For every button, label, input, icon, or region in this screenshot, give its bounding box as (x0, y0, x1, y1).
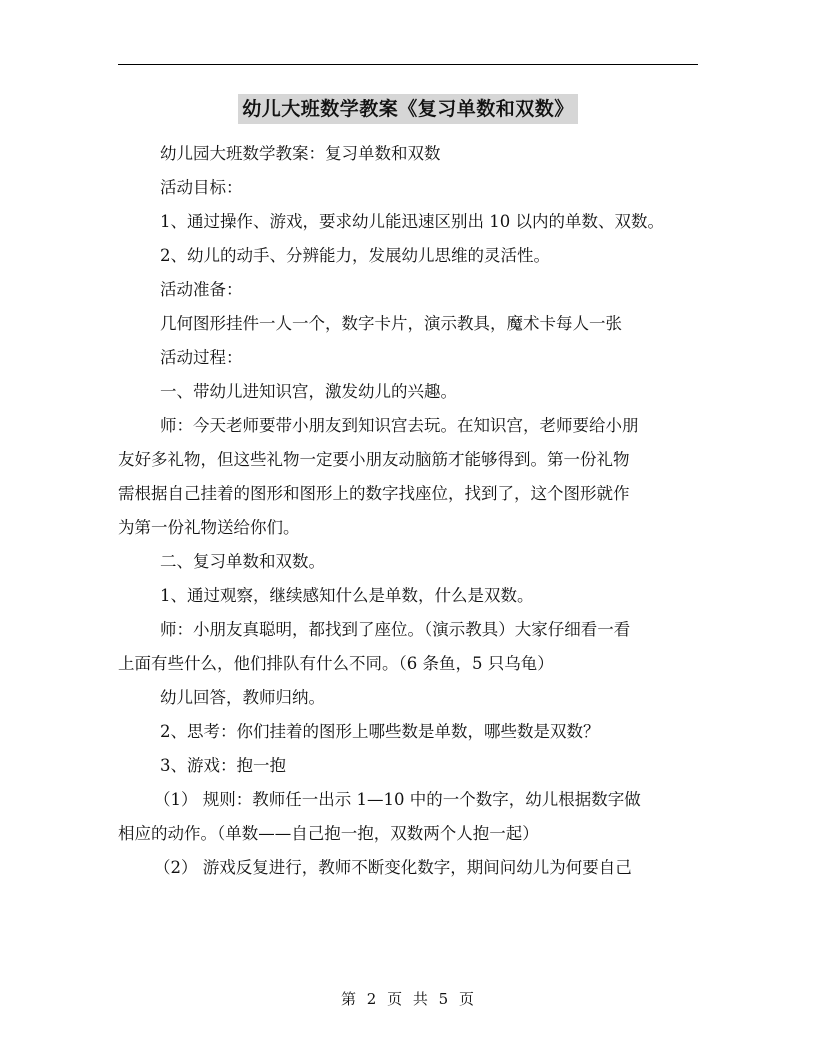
paragraph: 活动准备： (160, 280, 243, 299)
paragraph: 需根据自己挂着的图形和图形上的数字找座位，找到了，这个图形就作 (118, 484, 630, 503)
paragraph: （1） 规则：教师任一出示 1—10 中的一个数字，幼儿根据数字做 (154, 790, 641, 809)
paragraph: 1、通过操作、游戏，要求幼儿能迅速区别出 10 以内的单数、双数。 (160, 212, 664, 231)
paragraph: 师：小朋友真聪明，都找到了座位。（演示教具）大家仔细看一看 (160, 620, 631, 639)
paragraph: 活动目标： (160, 178, 243, 197)
paragraph: 相应的动作。（单数——自己抱一抱，双数两个人抱一起） (118, 824, 539, 843)
paragraph: 二、复习单数和双数。 (160, 552, 325, 571)
paragraph: 为第一份礼物送给你们。 (118, 518, 300, 537)
paragraph: 3、游戏：抱一抱 (160, 756, 286, 775)
paragraph: 2、幼儿的动手、分辨能力，发展幼儿思维的灵活性。 (160, 246, 550, 265)
paragraph: 上面有些什么，他们排队有什么不同。（6 条鱼，5 只乌龟） (118, 654, 554, 673)
paragraph: （2） 游戏反复进行，教师不断变化数字，期间问幼儿为何要自己 (154, 858, 632, 877)
paragraph: 一、带幼儿进知识宫，激发幼儿的兴趣。 (160, 382, 457, 401)
paragraph: 幼儿回答，教师归纳。 (160, 688, 325, 707)
header-rule (118, 64, 698, 65)
paragraph: 活动过程： (160, 348, 243, 367)
document-title: 幼儿大班数学教案《复习单数和双数》 (238, 94, 578, 124)
paragraph: 师：今天老师要带小朋友到知识宫去玩。在知识宫，老师要给小朋 (160, 416, 639, 435)
paragraph: 2、思考：你们挂着的图形上哪些数是单数，哪些数是双数？ (160, 722, 600, 741)
paragraph: 友好多礼物，但这些礼物一定要小朋友动脑筋才能够得到。第一份礼物 (118, 450, 630, 469)
document-body (118, 137, 700, 885)
paragraph: 幼儿园大班数学教案：复习单数和双数 (160, 144, 441, 163)
paragraph: 几何图形挂件一人一个，数字卡片，演示教具，魔术卡每人一张 (160, 314, 622, 333)
paragraph: 1、通过观察，继续感知什么是单数，什么是双数。 (160, 586, 534, 605)
page-number: 第 2 页 共 5 页 (341, 990, 475, 1008)
title-container (0, 94, 816, 124)
